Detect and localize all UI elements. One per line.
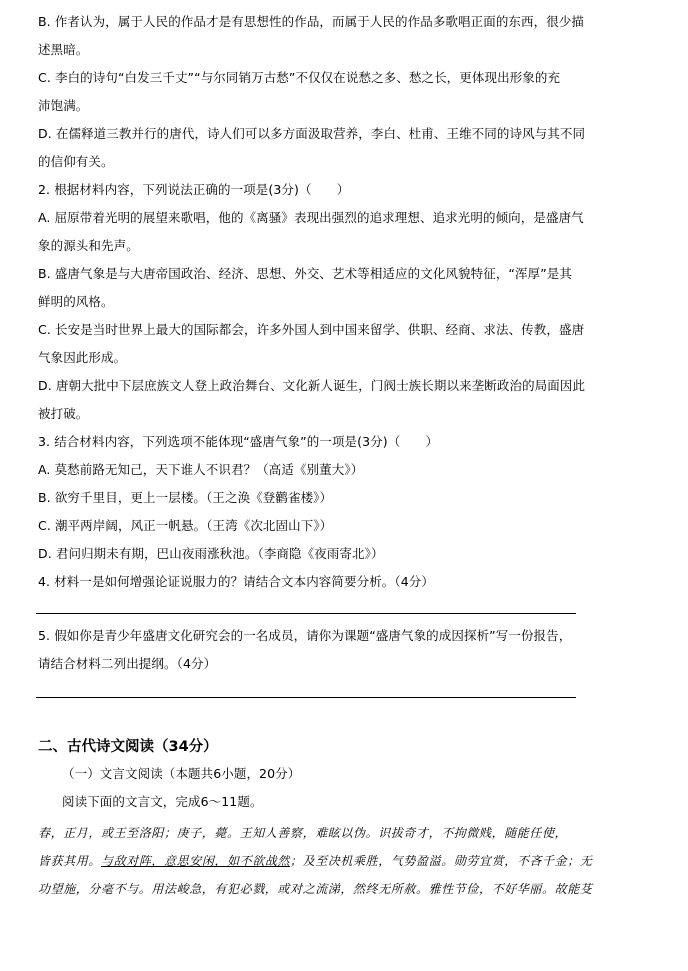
q2-option-c-line1: C. 长安是当时世界上最大的国际都会，许多外国人到中国来留学、供职、经商、求法、传教，盛唐 (38, 322, 585, 337)
q4-stem: 4. 材料一是如何增强论证说服力的？请结合文本内容简要分析。（4分） (38, 574, 435, 589)
reading-instruction: 阅读下面的文言文，完成6～11题。 (62, 794, 263, 809)
q5-stem-line1: 5. 假如你是青少年盛唐文化研究会的一名成员，请你为课题“盛唐气象的成因探析”写一份报告， (38, 628, 572, 643)
q3-stem: 3. 结合材料内容，下列选项不能体现“盛唐气象”的一项是(3分)（ ） (38, 434, 439, 449)
q3-option-a: A. 莫愁前路无知己，天下谁人不识君？（高适《别董大》） (38, 462, 364, 477)
q4-answer-line[interactable] (36, 613, 576, 614)
q1-option-d-line1: D. 在儒释道三教并行的唐代，诗人们可以多方面汲取营养，李白、杜甫、王维不同的诗风与其不同 (38, 126, 586, 141)
passage-line2-end: ；及至决机乘胜，气势盈溢。勋劳宜赏，不吝千金；无 (290, 854, 593, 868)
section-title: 二、古代诗文阅读（34分） (38, 739, 218, 755)
q1-option-b-line2: 述黑暗。 (38, 42, 89, 57)
q5-answer-line[interactable] (36, 697, 576, 698)
q2-option-c-line2: 气象因此形成。 (38, 350, 127, 365)
passage-line2 (38, 853, 592, 869)
q1-option-d-line2: 的信仰有关。 (38, 154, 114, 169)
q2-option-d-line2: 被打破。 (38, 406, 89, 421)
q2-stem: 2. 根据材料内容，下列说法正确的一项是(3分)（ ） (38, 182, 350, 197)
q1-option-b-line1: B. 作者认为，属于人民的作品才是有思想性的作品，而属于人民的作品多歌唱正面的东西，很少描 (38, 14, 585, 29)
q2-option-a-line1: A. 屈原带着光明的展望来歌唱，他的《离骚》表现出强烈的追求理想、追求光明的倾向，是盛唐气 (38, 210, 584, 225)
q3-option-d: D. 君问归期未有期，巴山夜雨涨秋池。（李商隐《夜雨寄北》） (38, 546, 384, 561)
subsection-title: （一）文言文阅读（本题共6小题，20分） (62, 766, 301, 781)
q2-option-b-line2: 鲜明的风格。 (38, 294, 114, 309)
passage-underlined-sentence: 与敌对阵，意思安闲，如不欲战然 (101, 854, 291, 868)
q2-option-a-line2: 象的源头和先声。 (38, 238, 139, 253)
q3-option-b: B. 欲穷千里目，更上一层楼。（王之涣《登鹳雀楼》） (38, 490, 333, 505)
passage-line2-start: 皆获其用。 (38, 854, 102, 868)
q1-option-c-line1: C. 李白的诗句“白发三千丈”“与尔同销万古愁”不仅仅在说愁之多、愁之长，更体现出形象的充 (38, 70, 561, 85)
q5-stem-line2: 请结合材料二列出提纲。（4分） (38, 656, 217, 671)
q1-option-c-line2: 沛饱满。 (38, 98, 89, 113)
passage-line1: 春，正月，或王至洛阳；庚子，薨。王知人善察，难眩以伪。识拔奇才，不拘微贱，随能任使， (38, 826, 568, 840)
passage-line3: 功望施，分毫不与。用法峻急，有犯必戮，或对之流涕，然终无所赦。雅性节俭，不好华丽。故能芟 (38, 882, 593, 896)
q2-option-b-line1: B. 盛唐气象是与大唐帝国政治、经济、思想、外交、艺术等相适应的文化风貌特征，“浑厚”是其 (38, 266, 572, 281)
q3-option-c: C. 潮平两岸阔，风正一帆悬。（王湾《次北固山下》） (38, 518, 333, 533)
q2-option-d-line1: D. 唐朝大批中下层庶族文人登上政治舞台、文化新人诞生，门阀士族长期以来垄断政治的局面因此 (38, 378, 586, 393)
